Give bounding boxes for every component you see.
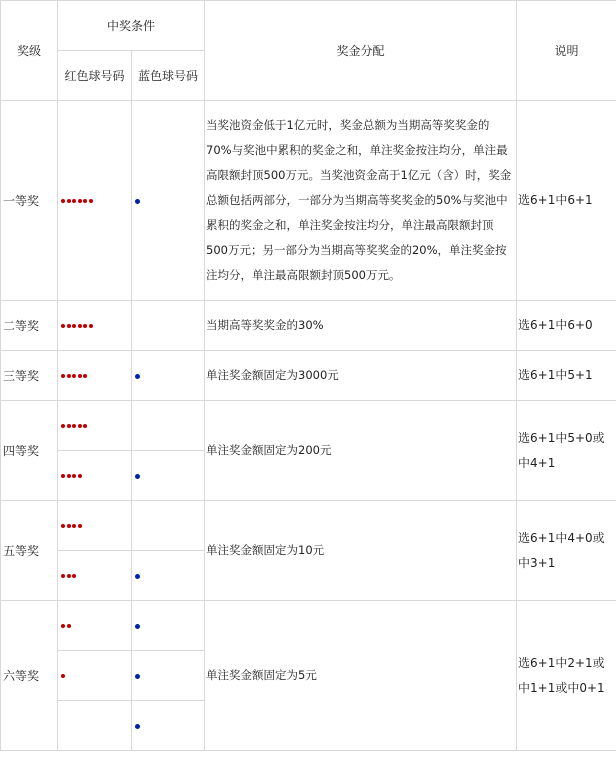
prize-note: 选6+1中2+1或中1+1或中0+1 — [517, 601, 616, 751]
prize-allocation: 当奖池资金低于1亿元时，奖金总额为当期高等奖奖金的70%与奖池中累积的奖金之和，单注奖金按注均分，单注最高限额封顶500万元。当奖池资金高于1亿元（含）时，奖金总额包括两部分，一部分为当期高等奖奖金的50%与奖池中累积的奖金之和，单注奖金按注均分，单注最高限额封顶500万元；另一部分为当期高等奖奖金的20%，单注奖金按注均分，单注最高限额封顶500万元。 — [205, 101, 517, 301]
prize-allocation: 单注奖金额固定为10元 — [205, 501, 517, 601]
red-ball-icon — [83, 324, 87, 328]
prize-level: 三等奖 — [1, 351, 58, 401]
prize-allocation: 单注奖金额固定为200元 — [205, 401, 517, 501]
red-ball-cell — [58, 501, 132, 551]
blue-ball-cell — [132, 301, 205, 351]
blue-ball-cell — [132, 401, 205, 451]
blue-ball-cell — [132, 651, 205, 701]
prize-allocation: 当期高等奖奖金的30% — [205, 301, 517, 351]
red-ball-icon — [67, 624, 71, 628]
red-ball-cell — [58, 401, 132, 451]
red-ball-icon — [67, 424, 71, 428]
red-ball-icon — [72, 324, 76, 328]
red-ball-cell — [58, 101, 132, 301]
red-ball-icon — [72, 199, 76, 203]
red-ball-icon — [61, 199, 65, 203]
red-ball-icon — [67, 199, 71, 203]
red-ball-cell — [58, 601, 132, 651]
blue-ball-icon — [135, 624, 140, 629]
prize-note: 选6+1中6+0 — [517, 301, 616, 351]
blue-ball-icon — [135, 374, 140, 379]
prize-allocation: 单注奖金额固定为3000元 — [205, 351, 517, 401]
red-ball-icon — [78, 374, 82, 378]
red-ball-icon — [72, 374, 76, 378]
red-ball-icon — [61, 624, 65, 628]
red-ball-icon — [78, 424, 82, 428]
table-row — [1, 351, 616, 401]
red-ball-icon — [78, 524, 82, 528]
header-condition: 中奖条件 — [58, 1, 205, 51]
prize-level: 六等奖 — [1, 601, 58, 751]
prize-note: 选6+1中5+1 — [517, 351, 616, 401]
red-ball-cell — [58, 551, 132, 601]
red-ball-icon — [61, 324, 65, 328]
red-ball-icon — [67, 374, 71, 378]
blue-ball-icon — [135, 574, 140, 579]
blue-ball-icon — [135, 474, 140, 479]
red-ball-icon — [83, 199, 87, 203]
red-ball-icon — [78, 474, 82, 478]
header-allocation: 奖金分配 — [205, 1, 517, 101]
red-ball-icon — [72, 574, 76, 578]
header-red-balls: 红色球号码 — [58, 51, 132, 101]
red-ball-cell — [58, 651, 132, 701]
red-ball-icon — [67, 574, 71, 578]
table-row — [1, 301, 616, 351]
blue-ball-cell — [132, 551, 205, 601]
table-row — [1, 101, 616, 301]
red-ball-icon — [89, 199, 93, 203]
blue-ball-cell — [132, 501, 205, 551]
prize-allocation: 单注奖金额固定为5元 — [205, 601, 517, 751]
red-ball-icon — [83, 424, 87, 428]
red-ball-icon — [67, 474, 71, 478]
table-row — [1, 601, 616, 651]
red-ball-cell — [58, 701, 132, 751]
blue-ball-icon — [135, 199, 140, 204]
red-ball-icon — [61, 424, 65, 428]
red-ball-icon — [61, 474, 65, 478]
blue-ball-icon — [135, 724, 140, 729]
red-ball-icon — [72, 474, 76, 478]
blue-ball-cell — [132, 701, 205, 751]
red-ball-icon — [72, 424, 76, 428]
red-ball-icon — [72, 524, 76, 528]
red-ball-icon — [78, 199, 82, 203]
prize-note: 选6+1中5+0或中4+1 — [517, 401, 616, 501]
red-ball-icon — [67, 324, 71, 328]
header-level: 奖级 — [1, 1, 58, 101]
prize-note: 选6+1中4+0或中3+1 — [517, 501, 616, 601]
blue-ball-cell — [132, 351, 205, 401]
red-ball-icon — [67, 524, 71, 528]
prize-level: 一等奖 — [1, 101, 58, 301]
blue-ball-cell — [132, 101, 205, 301]
table-row — [1, 401, 616, 451]
red-ball-icon — [89, 324, 93, 328]
table-row — [1, 501, 616, 551]
red-ball-icon — [61, 674, 65, 678]
red-ball-cell — [58, 451, 132, 501]
red-ball-cell — [58, 301, 132, 351]
red-ball-icon — [61, 374, 65, 378]
prize-level: 二等奖 — [1, 301, 58, 351]
blue-ball-icon — [135, 674, 140, 679]
blue-ball-cell — [132, 601, 205, 651]
prize-level: 四等奖 — [1, 401, 58, 501]
red-ball-icon — [61, 524, 65, 528]
red-ball-cell — [58, 351, 132, 401]
red-ball-icon — [83, 374, 87, 378]
header-blue-balls: 蓝色球号码 — [132, 51, 205, 101]
red-ball-icon — [78, 324, 82, 328]
prize-level: 五等奖 — [1, 501, 58, 601]
prize-note: 选6+1中6+1 — [517, 101, 616, 301]
red-ball-icon — [61, 574, 65, 578]
header-note: 说明 — [517, 1, 616, 101]
blue-ball-cell — [132, 451, 205, 501]
